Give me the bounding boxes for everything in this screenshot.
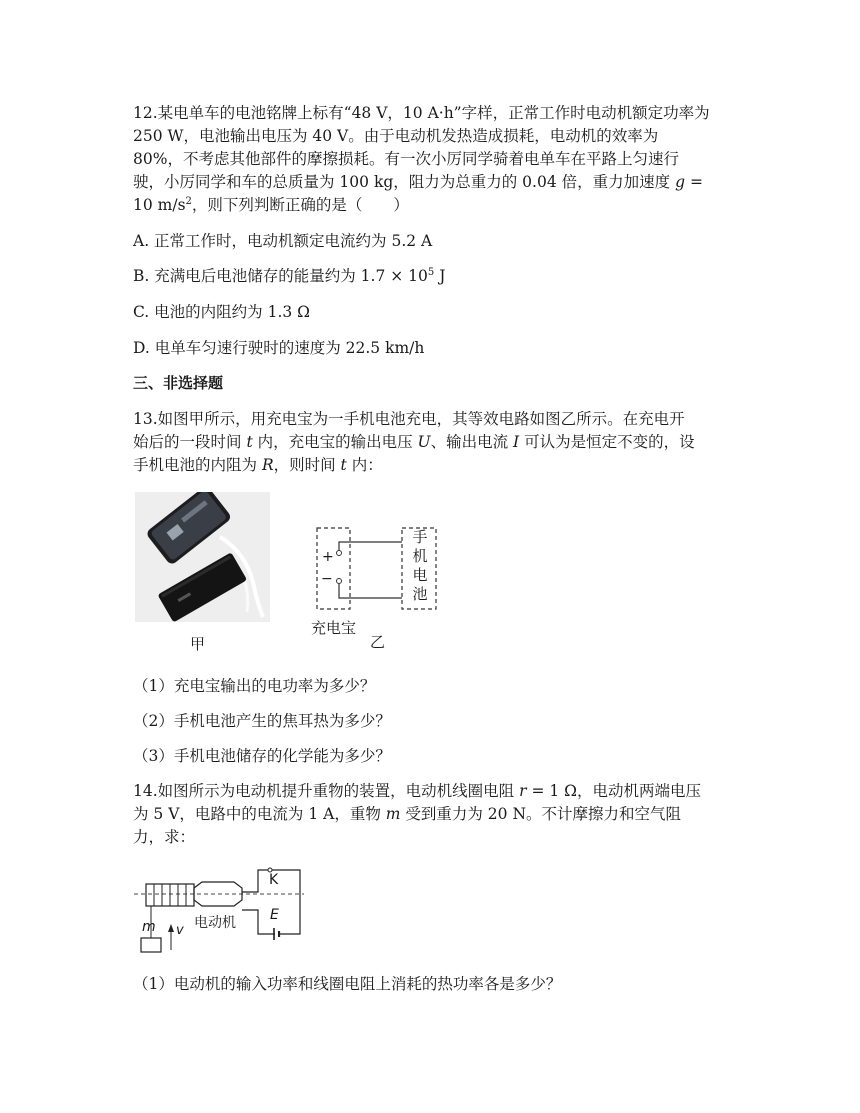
q12-option-b-pre: B. 充满电后电池储存的能量约为 1.7 × 10 [133,267,428,285]
q12-option-b-post: J [434,267,446,285]
q12-line-5 [133,195,409,215]
mass-block [141,938,161,952]
phone-powerbank-image [135,492,270,622]
q12-line-2: 250 W，电池输出电压为 40 V。由于电动机发热造成损耗，电动机的效率为 [133,127,659,145]
q13-sub-2: （2）手机电池产生的焦耳热为多少？ [133,712,391,730]
t-symbol-2: t [340,456,347,474]
battery-label-char-2: 机 [412,547,428,565]
q13-line-3-a: 手机电池的内阻为 [133,456,262,474]
switch-label: K [269,872,279,888]
battery-label-char-3: 电 [412,566,428,584]
q12-line-5-pre: 10 m/s [133,196,186,214]
q12-option-a: A. 正常工作时，电动机额定电流约为 5.2 A [133,232,433,250]
q13-sub-1: （1）充电宝输出的电功率为多少？ [133,677,376,695]
motor-label: 电动机 [194,915,236,931]
powerbank-box [317,528,350,609]
g-equals: = [689,173,703,191]
q13-line-2-c: 、输出电流 [430,433,514,451]
charging-circuit-diagram [295,525,445,650]
plus-sign: + [322,549,334,565]
q14-line-1-a: 14.如图所示为电动机提升重物的装置，电动机线圈电阻 [133,782,520,800]
figure-a-caption: 甲 [190,635,206,653]
q13-line-2-b: 内，充电宝的输出电压 [252,433,418,451]
mass-label: m [142,919,156,935]
t-symbol: t [246,433,253,451]
q13-line-3 [133,455,383,475]
q12-line-1: 12.某电单车的电池铭牌上标有“48 V，10 A·h”字样，正常工作时电动机额定功率为 [133,104,710,122]
q13-line-3-b: ，则时间 [273,456,341,474]
q12-line-5-sup: 2 [185,196,192,207]
motor-svg [134,862,309,957]
q14-line-1 [133,781,701,801]
q12-option-b [133,266,445,286]
q13-sub-3: （3）手机电池储存的化学能为多少？ [133,747,391,765]
q14-line-2 [133,804,681,824]
powerbank-label: 充电宝 [311,619,357,637]
q14-sub-1: （1）电动机的输入功率和线圈电阻上消耗的热功率各是多少？ [133,975,562,993]
battery-label-char-4: 池 [412,585,428,603]
q12-option-c: C. 电池的内阻约为 1.3 Ω [133,303,311,321]
q12-line-5-post: ，则下列判断正确的是（ ） [191,196,409,214]
phone-charging-photo [135,492,270,622]
R-symbol: R [261,456,274,474]
q13-line-2-a: 始后的一段时间 [133,433,247,451]
q13-line-1: 13.如图甲所示，用充电宝为一手机电池充电，其等效电路如图乙所示。在充电开 [133,410,685,428]
q13-line-3-c: 内： [346,456,383,474]
q14-line-1-b: = 1 Ω，电动机两端电压 [526,782,701,800]
motor-lifting-diagram [134,862,309,957]
q12-option-b-sup: 5 [427,267,435,278]
U-symbol: U [417,433,431,451]
q12-option-d: D. 电单车匀速行驶时的速度为 22.5 km/h [133,339,425,357]
velocity-label: v [176,923,184,938]
q12-line-4-text: 驶，小厉同学和车的总质量为 100 kg，阻力为总重力的 0.04 倍，重力加速度 [133,173,671,191]
q12-line-4 [133,172,703,192]
section-heading: 三、非选择题 [133,374,224,392]
battery-label [411,528,429,604]
q13-line-2 [133,432,695,452]
q14-line-2-b: 受到重力为 20 N。不计摩擦力和空气阻 [400,805,682,823]
emf-label: E [270,907,279,923]
I-symbol: I [513,433,520,451]
q14-line-2-a: 为 5 V，电路中的电流为 1 A，重物 [133,805,386,823]
battery-label-char-1: 手 [412,528,428,546]
g-symbol: g [675,173,685,191]
minus-terminal [337,579,342,584]
plus-terminal [337,551,342,556]
q12-line-3: 80%，不考虑其他部件的摩擦损耗。有一次小厉同学骑着电单车在平路上匀速行 [133,150,679,168]
r-symbol: r [519,782,527,800]
q13-line-2-d: 可认为是恒定不变的，设 [519,433,695,451]
figure-b-caption: 乙 [370,633,386,651]
minus-sign: − [321,571,333,587]
q14-line-3: 力，求： [133,828,196,846]
m-symbol: m [385,805,401,823]
